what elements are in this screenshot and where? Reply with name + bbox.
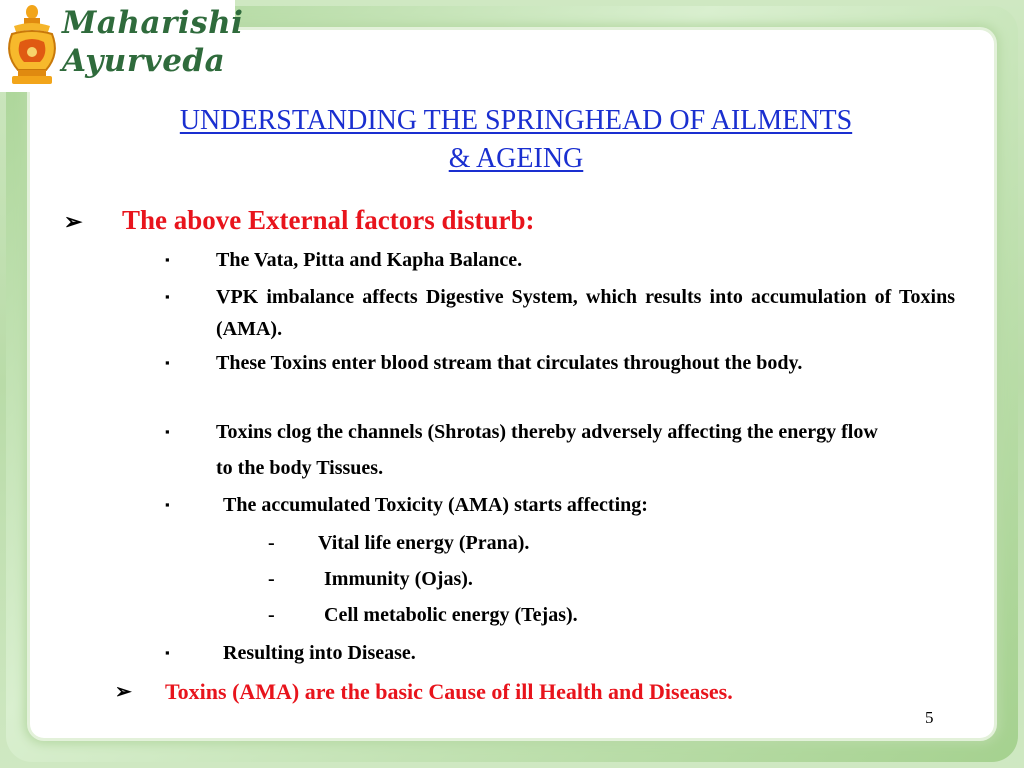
list-item: - Cell metabolic energy (Tejas).: [268, 604, 578, 626]
page-number: 5: [925, 708, 934, 727]
square-bullet-icon: ▪: [165, 497, 170, 512]
list-item: ▪ The Vata, Pitta and Kapha Balance.: [165, 243, 955, 277]
list-item: ▪ These Toxins enter blood stream that circulates throughout the body.: [165, 347, 955, 379]
list-item: - Vital life energy (Prana).: [268, 532, 530, 554]
arrow-bullet-icon: ➢: [115, 681, 132, 703]
list-item: ▪ VPK imbalance affects Digestive System, which results into accumulation of Toxins (AMA).: [165, 281, 955, 345]
logo-wordmark: Maharishi Ayurveda: [62, 5, 244, 79]
list-item: ▪ Resulting into Disease.: [165, 636, 955, 670]
list-item: - Immunity (Ojas).: [268, 568, 473, 590]
dash-bullet-icon: -: [268, 532, 275, 554]
square-bullet-icon: ▪: [165, 424, 170, 439]
square-bullet-icon: ▪: [165, 645, 170, 660]
dash-bullet-icon: -: [268, 568, 275, 590]
list-item: ▪ The accumulated Toxicity (AMA) starts affecting:: [165, 488, 955, 522]
urn-emblem-icon: [2, 2, 62, 88]
square-bullet-icon: ▪: [165, 289, 170, 304]
square-bullet-icon: ▪: [165, 252, 170, 267]
list-item: ▪ Toxins clog the channels (Shrotas) thereby adversely affecting the energy flow to the body Tissues.: [165, 414, 895, 486]
arrow-bullet-icon: ➢: [64, 209, 83, 234]
slide-title: UNDERSTANDING THE SPRINGHEAD OF AILMENTS & AGEING: [179, 105, 853, 174]
logo: [0, 0, 244, 92]
square-bullet-icon: ▪: [165, 355, 170, 370]
dash-bullet-icon: -: [268, 604, 275, 626]
